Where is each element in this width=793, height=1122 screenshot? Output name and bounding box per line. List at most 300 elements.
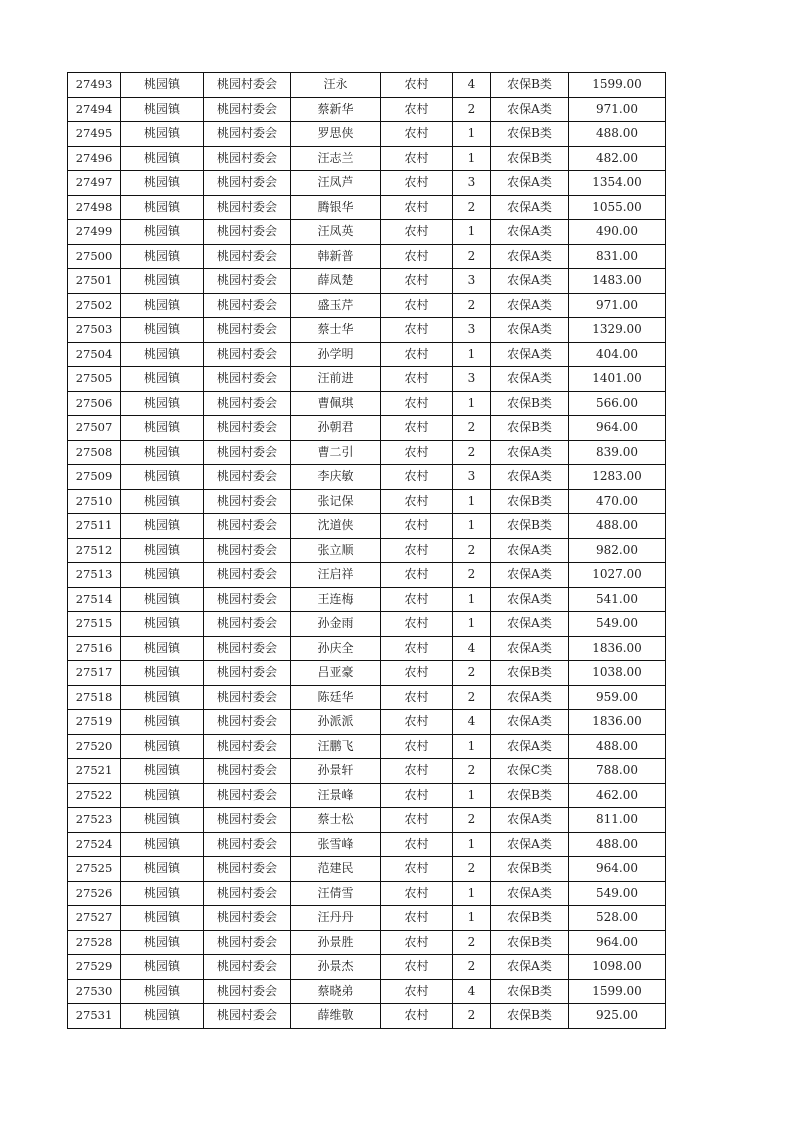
table-row	[68, 881, 666, 906]
table-row	[68, 318, 666, 343]
table-row	[68, 465, 666, 490]
cell-village-committee: 桃园村委会	[204, 783, 291, 808]
cell-village-committee: 桃园村委会	[204, 808, 291, 833]
cell-town: 桃园镇	[121, 661, 204, 686]
cell-person-name: 孙景轩	[291, 759, 381, 784]
cell-town: 桃园镇	[121, 122, 204, 147]
table-row	[68, 538, 666, 563]
table-row	[68, 1004, 666, 1029]
cell-amount: 831.00	[569, 244, 666, 269]
cell-town: 桃园镇	[121, 636, 204, 661]
cell-record-id: 27509	[68, 465, 121, 490]
cell-record-id: 27516	[68, 636, 121, 661]
cell-household-count: 1	[453, 342, 491, 367]
cell-amount: 566.00	[569, 391, 666, 416]
cell-town: 桃园镇	[121, 979, 204, 1004]
cell-household-count: 3	[453, 367, 491, 392]
cell-village-committee: 桃园村委会	[204, 318, 291, 343]
cell-town: 桃园镇	[121, 97, 204, 122]
cell-record-id: 27507	[68, 416, 121, 441]
cell-town: 桃园镇	[121, 783, 204, 808]
cell-household-count: 2	[453, 808, 491, 833]
cell-area-type: 农村	[381, 440, 453, 465]
table-row	[68, 122, 666, 147]
cell-amount: 549.00	[569, 612, 666, 637]
cell-insurance-category: 农保A类	[491, 710, 569, 735]
cell-insurance-category: 农保A类	[491, 587, 569, 612]
table-row	[68, 955, 666, 980]
cell-person-name: 汪丹丹	[291, 906, 381, 931]
cell-record-id: 27521	[68, 759, 121, 784]
table-row	[68, 734, 666, 759]
cell-insurance-category: 农保A类	[491, 465, 569, 490]
cell-town: 桃园镇	[121, 171, 204, 196]
cell-area-type: 农村	[381, 955, 453, 980]
table-row	[68, 244, 666, 269]
cell-area-type: 农村	[381, 734, 453, 759]
cell-household-count: 2	[453, 759, 491, 784]
cell-village-committee: 桃园村委会	[204, 391, 291, 416]
cell-area-type: 农村	[381, 220, 453, 245]
data-table	[67, 72, 666, 1029]
cell-town: 桃园镇	[121, 563, 204, 588]
cell-record-id: 27500	[68, 244, 121, 269]
cell-person-name: 王连梅	[291, 587, 381, 612]
cell-person-name: 孙景胜	[291, 930, 381, 955]
cell-insurance-category: 农保B类	[491, 857, 569, 882]
cell-person-name: 范建民	[291, 857, 381, 882]
cell-village-committee: 桃园村委会	[204, 342, 291, 367]
cell-town: 桃园镇	[121, 832, 204, 857]
cell-town: 桃园镇	[121, 293, 204, 318]
cell-town: 桃园镇	[121, 195, 204, 220]
cell-household-count: 2	[453, 97, 491, 122]
cell-person-name: 曹二引	[291, 440, 381, 465]
table-row	[68, 195, 666, 220]
cell-village-committee: 桃园村委会	[204, 293, 291, 318]
cell-village-committee: 桃园村委会	[204, 73, 291, 98]
table-row	[68, 293, 666, 318]
table-row	[68, 759, 666, 784]
cell-person-name: 李庆敏	[291, 465, 381, 490]
cell-person-name: 沈道侠	[291, 514, 381, 539]
table-row	[68, 220, 666, 245]
cell-village-committee: 桃园村委会	[204, 465, 291, 490]
cell-area-type: 农村	[381, 195, 453, 220]
cell-insurance-category: 农保A类	[491, 734, 569, 759]
cell-amount: 488.00	[569, 734, 666, 759]
table-row	[68, 97, 666, 122]
cell-household-count: 1	[453, 734, 491, 759]
cell-household-count: 1	[453, 122, 491, 147]
cell-amount: 488.00	[569, 122, 666, 147]
cell-record-id: 27523	[68, 808, 121, 833]
cell-insurance-category: 农保B类	[491, 783, 569, 808]
cell-amount: 839.00	[569, 440, 666, 465]
cell-record-id: 27502	[68, 293, 121, 318]
cell-area-type: 农村	[381, 906, 453, 931]
cell-person-name: 韩新普	[291, 244, 381, 269]
cell-insurance-category: 农保A类	[491, 367, 569, 392]
cell-amount: 488.00	[569, 514, 666, 539]
cell-household-count: 1	[453, 783, 491, 808]
cell-household-count: 3	[453, 465, 491, 490]
table-row	[68, 857, 666, 882]
cell-insurance-category: 农保A类	[491, 440, 569, 465]
cell-record-id: 27525	[68, 857, 121, 882]
cell-person-name: 陈廷华	[291, 685, 381, 710]
cell-record-id: 27518	[68, 685, 121, 710]
cell-insurance-category: 农保B类	[491, 661, 569, 686]
cell-household-count: 2	[453, 244, 491, 269]
cell-person-name: 汪前进	[291, 367, 381, 392]
cell-town: 桃园镇	[121, 857, 204, 882]
table-row	[68, 783, 666, 808]
cell-area-type: 农村	[381, 881, 453, 906]
cell-area-type: 农村	[381, 318, 453, 343]
cell-town: 桃园镇	[121, 514, 204, 539]
table-row	[68, 171, 666, 196]
cell-person-name: 蔡士松	[291, 808, 381, 833]
cell-record-id: 27511	[68, 514, 121, 539]
cell-amount: 488.00	[569, 832, 666, 857]
cell-record-id: 27520	[68, 734, 121, 759]
cell-household-count: 2	[453, 563, 491, 588]
cell-household-count: 2	[453, 685, 491, 710]
cell-insurance-category: 农保B类	[491, 514, 569, 539]
table-row	[68, 661, 666, 686]
cell-area-type: 农村	[381, 783, 453, 808]
cell-record-id: 27524	[68, 832, 121, 857]
cell-person-name: 张雪峰	[291, 832, 381, 857]
cell-insurance-category: 农保B类	[491, 122, 569, 147]
cell-amount: 541.00	[569, 587, 666, 612]
cell-area-type: 农村	[381, 636, 453, 661]
cell-amount: 490.00	[569, 220, 666, 245]
cell-area-type: 农村	[381, 930, 453, 955]
cell-person-name: 孙朝君	[291, 416, 381, 441]
cell-person-name: 薛凤楚	[291, 269, 381, 294]
cell-household-count: 2	[453, 293, 491, 318]
cell-insurance-category: 农保A类	[491, 538, 569, 563]
cell-person-name: 罗思侠	[291, 122, 381, 147]
cell-insurance-category: 农保A类	[491, 808, 569, 833]
cell-amount: 1283.00	[569, 465, 666, 490]
table-row	[68, 930, 666, 955]
cell-village-committee: 桃园村委会	[204, 906, 291, 931]
table-row	[68, 587, 666, 612]
cell-insurance-category: 农保A类	[491, 955, 569, 980]
cell-area-type: 农村	[381, 857, 453, 882]
cell-person-name: 曹佩琪	[291, 391, 381, 416]
cell-village-committee: 桃园村委会	[204, 146, 291, 171]
cell-area-type: 农村	[381, 367, 453, 392]
cell-amount: 1599.00	[569, 73, 666, 98]
cell-person-name: 盛玉芹	[291, 293, 381, 318]
cell-town: 桃园镇	[121, 244, 204, 269]
cell-record-id: 27510	[68, 489, 121, 514]
cell-person-name: 腾银华	[291, 195, 381, 220]
cell-insurance-category: 农保B类	[491, 1004, 569, 1029]
cell-insurance-category: 农保A类	[491, 685, 569, 710]
cell-village-committee: 桃园村委会	[204, 881, 291, 906]
cell-household-count: 4	[453, 636, 491, 661]
cell-insurance-category: 农保B类	[491, 73, 569, 98]
cell-record-id: 27506	[68, 391, 121, 416]
cell-record-id: 27531	[68, 1004, 121, 1029]
cell-amount: 925.00	[569, 1004, 666, 1029]
cell-town: 桃园镇	[121, 881, 204, 906]
cell-village-committee: 桃园村委会	[204, 955, 291, 980]
cell-village-committee: 桃园村委会	[204, 710, 291, 735]
cell-household-count: 2	[453, 195, 491, 220]
cell-village-committee: 桃园村委会	[204, 685, 291, 710]
cell-record-id: 27498	[68, 195, 121, 220]
cell-village-committee: 桃园村委会	[204, 1004, 291, 1029]
cell-town: 桃园镇	[121, 538, 204, 563]
cell-town: 桃园镇	[121, 955, 204, 980]
cell-town: 桃园镇	[121, 1004, 204, 1029]
cell-amount: 811.00	[569, 808, 666, 833]
cell-household-count: 2	[453, 416, 491, 441]
table-row	[68, 367, 666, 392]
cell-person-name: 吕亚豪	[291, 661, 381, 686]
cell-town: 桃园镇	[121, 465, 204, 490]
cell-village-committee: 桃园村委会	[204, 440, 291, 465]
cell-record-id: 27503	[68, 318, 121, 343]
table-row	[68, 73, 666, 98]
cell-village-committee: 桃园村委会	[204, 979, 291, 1004]
cell-record-id: 27513	[68, 563, 121, 588]
cell-insurance-category: 农保A类	[491, 563, 569, 588]
cell-household-count: 2	[453, 661, 491, 686]
cell-area-type: 农村	[381, 808, 453, 833]
cell-village-committee: 桃园村委会	[204, 367, 291, 392]
cell-village-committee: 桃园村委会	[204, 220, 291, 245]
cell-record-id: 27499	[68, 220, 121, 245]
cell-person-name: 孙景杰	[291, 955, 381, 980]
table-row	[68, 612, 666, 637]
cell-person-name: 汪凤芦	[291, 171, 381, 196]
cell-amount: 1354.00	[569, 171, 666, 196]
cell-insurance-category: 农保A类	[491, 244, 569, 269]
cell-record-id: 27514	[68, 587, 121, 612]
cell-insurance-category: 农保A类	[491, 293, 569, 318]
table-row	[68, 489, 666, 514]
cell-town: 桃园镇	[121, 269, 204, 294]
cell-area-type: 农村	[381, 538, 453, 563]
cell-household-count: 2	[453, 1004, 491, 1029]
cell-insurance-category: 农保A类	[491, 318, 569, 343]
cell-amount: 470.00	[569, 489, 666, 514]
cell-household-count: 1	[453, 587, 491, 612]
cell-record-id: 27497	[68, 171, 121, 196]
cell-person-name: 汪倩雪	[291, 881, 381, 906]
cell-town: 桃园镇	[121, 906, 204, 931]
cell-record-id: 27529	[68, 955, 121, 980]
cell-amount: 549.00	[569, 881, 666, 906]
cell-record-id: 27496	[68, 146, 121, 171]
table-row	[68, 440, 666, 465]
table-row	[68, 808, 666, 833]
cell-insurance-category: 农保B类	[491, 930, 569, 955]
cell-record-id: 27505	[68, 367, 121, 392]
cell-household-count: 1	[453, 220, 491, 245]
cell-village-committee: 桃园村委会	[204, 489, 291, 514]
cell-record-id: 27522	[68, 783, 121, 808]
cell-area-type: 农村	[381, 979, 453, 1004]
cell-amount: 959.00	[569, 685, 666, 710]
cell-amount: 1401.00	[569, 367, 666, 392]
cell-record-id: 27501	[68, 269, 121, 294]
cell-person-name: 孙学明	[291, 342, 381, 367]
cell-insurance-category: 农保A类	[491, 342, 569, 367]
cell-record-id: 27495	[68, 122, 121, 147]
cell-amount: 964.00	[569, 416, 666, 441]
cell-area-type: 农村	[381, 293, 453, 318]
cell-amount: 404.00	[569, 342, 666, 367]
cell-record-id: 27508	[68, 440, 121, 465]
table-row	[68, 269, 666, 294]
cell-amount: 1836.00	[569, 710, 666, 735]
cell-village-committee: 桃园村委会	[204, 734, 291, 759]
cell-village-committee: 桃园村委会	[204, 636, 291, 661]
cell-town: 桃园镇	[121, 146, 204, 171]
cell-person-name: 薛维敬	[291, 1004, 381, 1029]
cell-area-type: 农村	[381, 171, 453, 196]
cell-town: 桃园镇	[121, 73, 204, 98]
cell-person-name: 孙庆全	[291, 636, 381, 661]
cell-person-name: 孙派派	[291, 710, 381, 735]
cell-person-name: 蔡晓弟	[291, 979, 381, 1004]
cell-town: 桃园镇	[121, 734, 204, 759]
cell-record-id: 27494	[68, 97, 121, 122]
cell-household-count: 2	[453, 538, 491, 563]
cell-area-type: 农村	[381, 146, 453, 171]
cell-household-count: 1	[453, 146, 491, 171]
table-row	[68, 416, 666, 441]
cell-village-committee: 桃园村委会	[204, 514, 291, 539]
cell-town: 桃园镇	[121, 930, 204, 955]
cell-amount: 1599.00	[569, 979, 666, 1004]
cell-town: 桃园镇	[121, 685, 204, 710]
cell-amount: 1055.00	[569, 195, 666, 220]
cell-household-count: 1	[453, 906, 491, 931]
cell-insurance-category: 农保B类	[491, 416, 569, 441]
cell-area-type: 农村	[381, 514, 453, 539]
cell-amount: 1836.00	[569, 636, 666, 661]
cell-household-count: 1	[453, 612, 491, 637]
cell-amount: 528.00	[569, 906, 666, 931]
cell-village-committee: 桃园村委会	[204, 244, 291, 269]
cell-insurance-category: 农保C类	[491, 759, 569, 784]
cell-amount: 971.00	[569, 293, 666, 318]
cell-household-count: 2	[453, 930, 491, 955]
cell-household-count: 2	[453, 857, 491, 882]
cell-record-id: 27517	[68, 661, 121, 686]
cell-village-committee: 桃园村委会	[204, 195, 291, 220]
cell-record-id: 27515	[68, 612, 121, 637]
cell-record-id: 27527	[68, 906, 121, 931]
cell-household-count: 1	[453, 832, 491, 857]
cell-village-committee: 桃园村委会	[204, 587, 291, 612]
cell-area-type: 农村	[381, 73, 453, 98]
cell-person-name: 张记保	[291, 489, 381, 514]
table-row	[68, 710, 666, 735]
cell-town: 桃园镇	[121, 318, 204, 343]
cell-amount: 964.00	[569, 857, 666, 882]
cell-household-count: 3	[453, 318, 491, 343]
cell-town: 桃园镇	[121, 612, 204, 637]
cell-person-name: 张立顺	[291, 538, 381, 563]
cell-area-type: 农村	[381, 244, 453, 269]
cell-record-id: 27519	[68, 710, 121, 735]
cell-insurance-category: 农保B类	[491, 146, 569, 171]
cell-village-committee: 桃园村委会	[204, 122, 291, 147]
cell-person-name: 汪永	[291, 73, 381, 98]
cell-area-type: 农村	[381, 465, 453, 490]
cell-town: 桃园镇	[121, 440, 204, 465]
cell-amount: 982.00	[569, 538, 666, 563]
cell-insurance-category: 农保B类	[491, 489, 569, 514]
cell-person-name: 孙金雨	[291, 612, 381, 637]
cell-village-committee: 桃园村委会	[204, 97, 291, 122]
cell-insurance-category: 农保A类	[491, 832, 569, 857]
cell-person-name: 蔡新华	[291, 97, 381, 122]
cell-area-type: 农村	[381, 97, 453, 122]
cell-town: 桃园镇	[121, 391, 204, 416]
cell-area-type: 农村	[381, 1004, 453, 1029]
cell-village-committee: 桃园村委会	[204, 269, 291, 294]
cell-record-id: 27526	[68, 881, 121, 906]
cell-area-type: 农村	[381, 759, 453, 784]
table-body	[68, 73, 666, 1029]
cell-area-type: 农村	[381, 269, 453, 294]
cell-amount: 788.00	[569, 759, 666, 784]
cell-area-type: 农村	[381, 832, 453, 857]
table-row	[68, 146, 666, 171]
cell-insurance-category: 农保A类	[491, 269, 569, 294]
table-row	[68, 391, 666, 416]
cell-insurance-category: 农保A类	[491, 636, 569, 661]
cell-amount: 462.00	[569, 783, 666, 808]
cell-area-type: 农村	[381, 416, 453, 441]
cell-insurance-category: 农保B类	[491, 906, 569, 931]
cell-area-type: 农村	[381, 587, 453, 612]
cell-town: 桃园镇	[121, 710, 204, 735]
cell-insurance-category: 农保A类	[491, 220, 569, 245]
cell-insurance-category: 农保A类	[491, 171, 569, 196]
cell-amount: 1038.00	[569, 661, 666, 686]
cell-town: 桃园镇	[121, 759, 204, 784]
cell-household-count: 4	[453, 73, 491, 98]
cell-village-committee: 桃园村委会	[204, 832, 291, 857]
cell-town: 桃园镇	[121, 489, 204, 514]
cell-village-committee: 桃园村委会	[204, 563, 291, 588]
cell-person-name: 汪鹏飞	[291, 734, 381, 759]
cell-village-committee: 桃园村委会	[204, 538, 291, 563]
cell-village-committee: 桃园村委会	[204, 857, 291, 882]
cell-household-count: 1	[453, 391, 491, 416]
table-row	[68, 979, 666, 1004]
cell-village-committee: 桃园村委会	[204, 416, 291, 441]
cell-town: 桃园镇	[121, 342, 204, 367]
cell-record-id: 27530	[68, 979, 121, 1004]
cell-town: 桃园镇	[121, 367, 204, 392]
cell-household-count: 3	[453, 269, 491, 294]
cell-town: 桃园镇	[121, 220, 204, 245]
cell-area-type: 农村	[381, 612, 453, 637]
